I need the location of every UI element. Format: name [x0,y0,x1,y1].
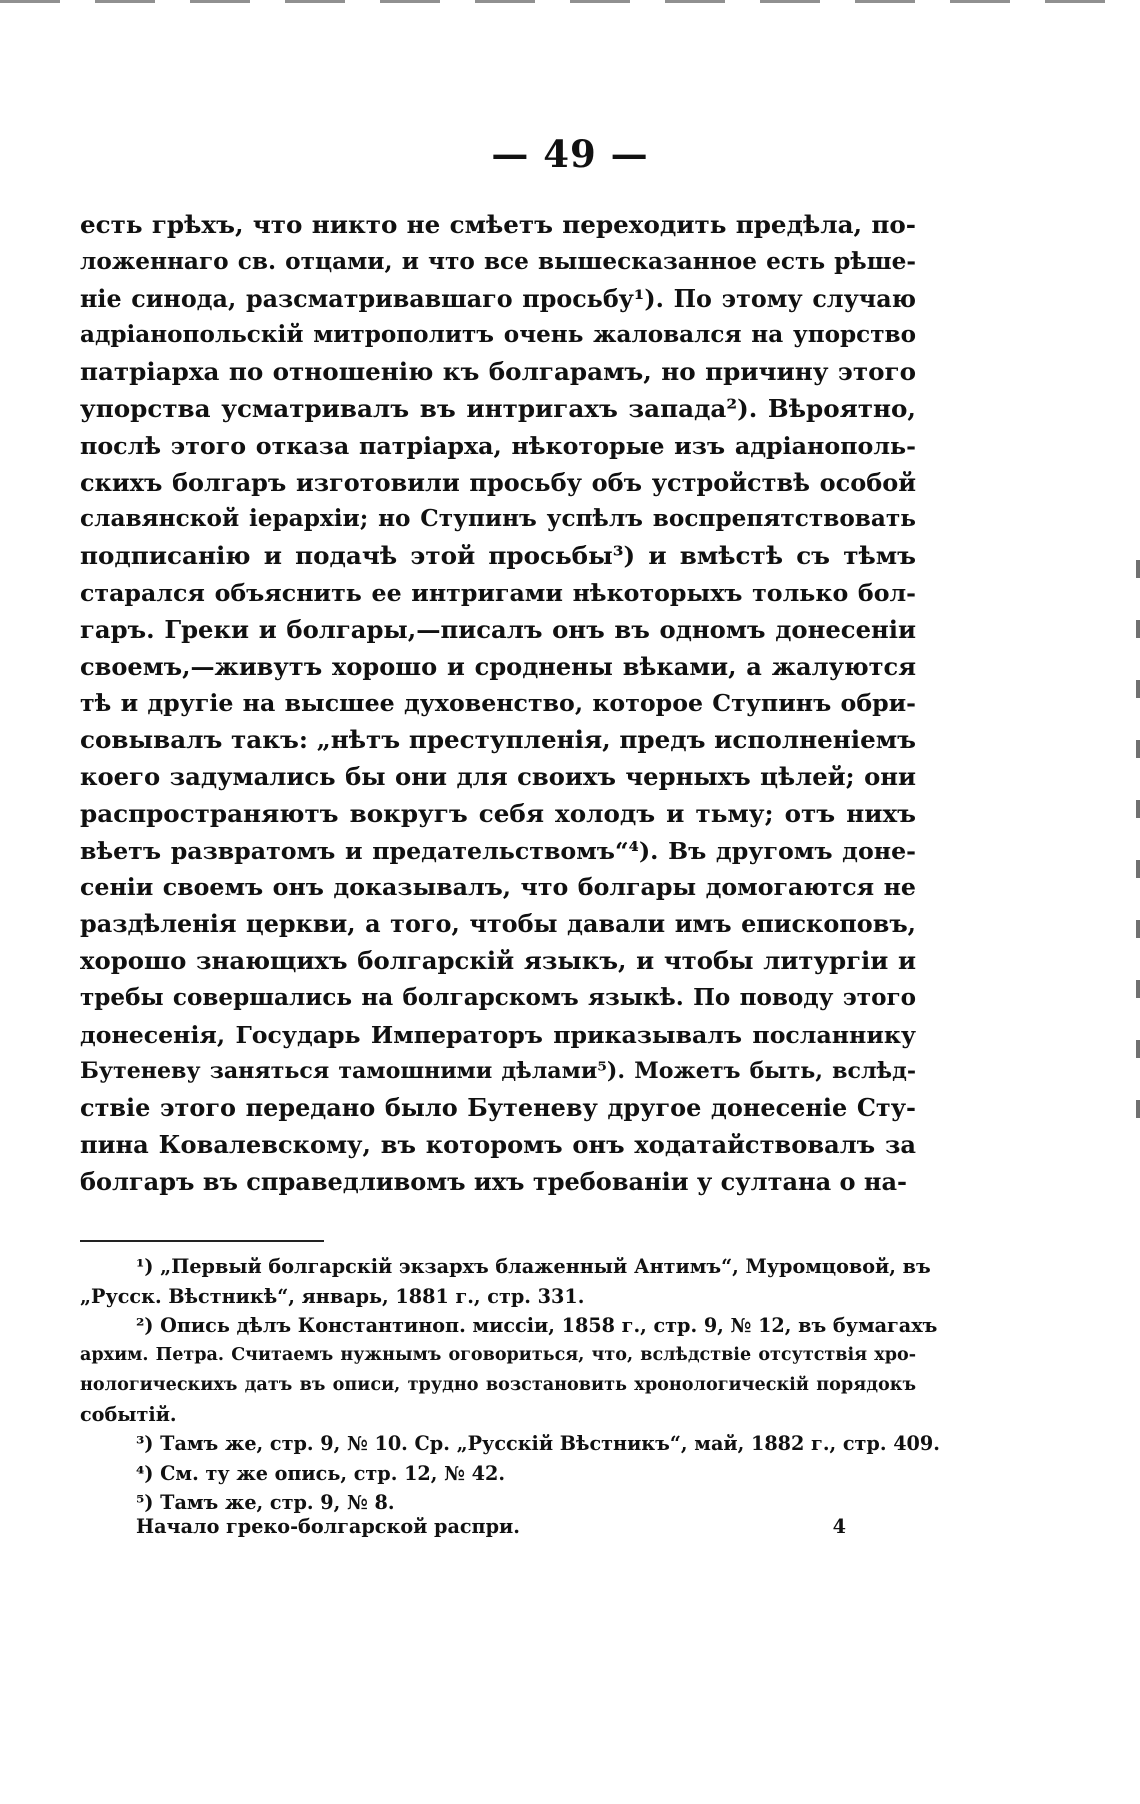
footnote-line: ¹) „Первый болгарскій экзархъ блаженный Антимъ“, Муромцовой, въ [136,1255,931,1278]
main-text [80,207,916,1201]
text-line: есть грѣхъ, что никто не смѣетъ переходить предѣла, по- [80,210,916,239]
sheet-number: 4 [832,1515,846,1538]
text-line: распространяютъ вокругъ себя холодъ и тьму; отъ нихъ [80,798,916,828]
text-line: ствіе этого передано было Бутеневу другое донесеніе Сту- [80,1094,916,1123]
footnote-2 [80,1311,938,1429]
footnote-1 [80,1252,931,1311]
footnote-line: ²) Опись дѣлъ Константиноп. миссіи, 1858 г., стр. 9, № 12, въ бумагахъ [136,1314,938,1337]
footnote-line: ⁵) Тамъ же, стр. 9, № 8. [136,1491,395,1514]
text-line: своемъ,—живутъ хорошо и сроднены вѣками, а жалуются [80,651,916,681]
text-line: славянской іерархіи; но Ступинъ успѣлъ воспрепятствовать [80,505,916,533]
page-footer [80,1512,916,1542]
text-line: ніе синода, разсматривавшаго просьбу¹). По этому случаю [80,284,916,313]
text-line: донесенія, Государь Императоръ приказывалъ посланнику [80,1020,916,1049]
text-line: вѣетъ развратомъ и предательствомъ“⁴). Въ другомъ доне- [80,836,916,865]
text-line: адріанопольскій митрополитъ очень жаловался на упорство [80,321,916,349]
footnote-line: нологическихъ датъ въ описи, трудно возстановить хронологическій порядокъ [80,1374,916,1395]
text-line: пина Ковалевскому, въ которомъ онъ ходатайствовалъ за [80,1129,916,1159]
footnote-line: ³) Тамъ же, стр. 9, № 10. Ср. „Русскій Вѣстникъ“, май, 1882 г., стр. 409. [136,1432,940,1455]
page-number: — 49 — [491,132,649,176]
footnote-divider [80,1240,324,1242]
text-line: Бутеневу заняться тамошними дѣлами⁵). Можетъ быть, вслѣд- [80,1058,916,1085]
printer-signature: Начало греко-болгарской распри. [136,1515,520,1538]
text-line: послѣ этого отказа патріарха, нѣкоторые изъ адріанополь- [80,431,916,460]
footnote-line: „Русск. Вѣстникѣ“, январь, 1881 г., стр. 331. [80,1284,585,1308]
scan-edge-artifact [1136,560,1140,1120]
top-edge-artifact [0,0,1140,3]
text-line: гаръ. Греки и болгары,—писалъ онъ въ одномъ донесеніи [80,614,916,644]
text-line: сеніи своемъ онъ доказывалъ, что болгары домогаются не [80,873,916,902]
text-line: старался объяснить ее интригами нѣкоторыхъ только бол- [80,578,916,607]
footnote-line: ⁴) См. ту же опись, стр. 12, № 42. [136,1461,506,1485]
text-line: упорства усматривалъ въ интригахъ запада²). Вѣроятно, [80,393,916,423]
text-line: болгаръ въ справедливомъ ихъ требованіи у султана о на- [80,1166,908,1196]
footnote-3 [80,1429,940,1459]
text-line: хорошо знающихъ болгарскій языкъ, и чтобы литургіи и [80,945,916,975]
text-line: патріарха по отношенію къ болгарамъ, но причину этого [80,357,916,387]
text-line: ложеннаго св. отцами, и что все вышесказанное есть рѣше- [80,247,916,275]
text-line: подписанію и подачѣ этой просьбы³) и вмѣстѣ съ тѣмъ [80,541,916,571]
footnotes [80,1252,940,1518]
footnote-line: архим. Петра. Считаемъ нужнымъ оговориться, что, вслѣдствіе отсутствія хро- [80,1344,916,1365]
text-line: коего задумались бы они для своихъ черныхъ цѣлей; они [80,761,916,791]
text-line: скихъ болгаръ изготовили просьбу объ устройствѣ особой [80,467,916,497]
text-line: раздѣленія церкви, а того, чтобы давали имъ епископовъ, [80,910,916,939]
text-line: тѣ и другіе на высшее духовенство, которое Ступинъ обри- [80,689,916,718]
text-line: требы совершались на болгарскомъ языкѣ. По поводу этого [80,983,916,1011]
footnote-4 [80,1459,916,1489]
footnote-line: событій. [80,1402,177,1426]
text-line: совывалъ такъ: „нѣтъ преступленія, предъ исполненіемъ [80,725,916,755]
